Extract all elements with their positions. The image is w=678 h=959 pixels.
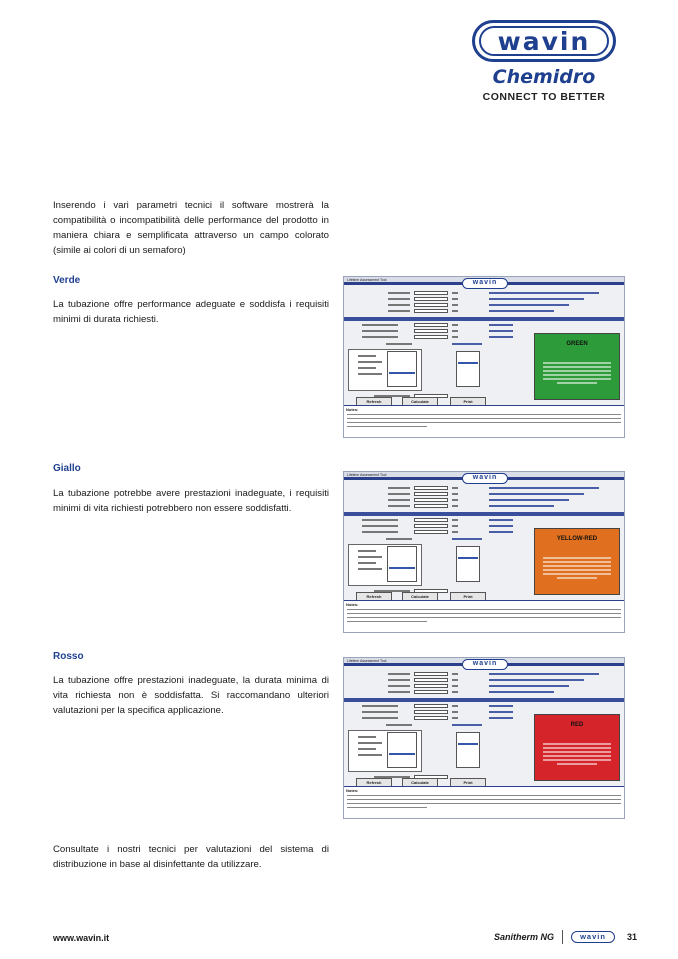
range-text	[489, 324, 513, 326]
activate-label	[386, 724, 412, 726]
condition-field[interactable]	[414, 704, 448, 708]
condition-field[interactable]	[414, 530, 448, 534]
notes-label: Notes:	[346, 788, 359, 793]
notes-line	[347, 422, 621, 423]
info-text-line	[489, 673, 599, 675]
range-text	[489, 531, 513, 533]
result-label: GREEN	[566, 341, 588, 347]
range-text	[489, 330, 513, 332]
wavin-logo	[472, 20, 616, 62]
notes-line	[347, 414, 621, 415]
unit-label	[452, 304, 458, 306]
notes-line	[347, 418, 621, 419]
input-label	[388, 505, 410, 507]
concentration-list[interactable]	[387, 546, 417, 582]
panel-button-0[interactable]: Refresh	[356, 592, 392, 601]
unit-label	[452, 531, 458, 533]
radio-option[interactable]	[358, 742, 382, 744]
condition-field[interactable]	[414, 323, 448, 327]
info-text-line	[489, 679, 584, 681]
list-selection	[389, 753, 415, 755]
panel-window-title: Lifetime Assessment Tool	[347, 473, 387, 477]
input-label	[388, 292, 410, 294]
condition-label	[362, 324, 398, 326]
range-text	[489, 705, 513, 707]
input-field[interactable]	[414, 684, 448, 688]
unit-label	[452, 691, 458, 693]
unit-label	[452, 525, 458, 527]
unit-label	[452, 673, 458, 675]
notes-line	[347, 795, 621, 796]
input-field[interactable]	[414, 498, 448, 502]
tagline: CONNECT TO BETTER	[482, 91, 606, 103]
result-indicator	[534, 333, 620, 400]
brand-logo	[470, 20, 618, 103]
info-text-line	[489, 691, 554, 693]
range-text	[489, 336, 513, 338]
unit-label	[452, 705, 458, 707]
input-label	[388, 298, 410, 300]
info-text-line	[489, 487, 599, 489]
radio-option[interactable]	[358, 754, 382, 756]
radio-option[interactable]	[358, 550, 376, 552]
result-indicator	[534, 528, 620, 595]
info-text-line	[489, 292, 599, 294]
result-text-lines	[543, 557, 611, 581]
footer-right	[494, 930, 637, 944]
footer-separator	[562, 930, 563, 944]
panel-button-1[interactable]: Calculate	[402, 778, 438, 787]
panel-section-bar	[344, 512, 624, 516]
range-text	[489, 525, 513, 527]
check-text	[452, 538, 482, 540]
input-label	[388, 310, 410, 312]
footer-website: www.wavin.it	[53, 933, 110, 943]
input-label	[388, 493, 410, 495]
intro-paragraph: Inserendo i vari parametri tecnici il software mostrerà la compatibilità o incompatibilità delle performance del prodotto in maniera chiara e semplificata attraverso un campo colorato (simile ai colori di un semaforo)	[53, 200, 329, 256]
radio-option[interactable]	[358, 562, 376, 564]
condition-field[interactable]	[414, 518, 448, 522]
input-label	[388, 499, 410, 501]
value-list[interactable]	[456, 351, 480, 387]
unit-label	[452, 324, 458, 326]
radio-option[interactable]	[358, 355, 376, 357]
notes-line	[347, 799, 621, 800]
unit-label	[452, 685, 458, 687]
check-text	[452, 343, 482, 345]
info-text-line	[489, 685, 569, 687]
condition-label	[362, 531, 398, 533]
input-field[interactable]	[414, 678, 448, 682]
input-field[interactable]	[414, 492, 448, 496]
input-label	[388, 304, 410, 306]
section-heading-verde: Verde	[53, 275, 81, 286]
info-text-line	[489, 505, 554, 507]
input-field[interactable]	[414, 297, 448, 301]
activate-label	[386, 343, 412, 345]
unit-label	[452, 336, 458, 338]
notes-line	[347, 426, 427, 427]
radio-option[interactable]	[358, 373, 382, 375]
result-text-lines	[543, 743, 611, 767]
input-label	[388, 679, 410, 681]
input-label	[388, 673, 410, 675]
software-screenshot-green	[343, 276, 625, 438]
closing-paragraph: Consultate i nostri tecnici per valutazioni del sistema di distribuzione in base al disinfettante da utilizzare.	[53, 844, 329, 870]
list-selection	[389, 372, 415, 374]
radio-option[interactable]	[358, 748, 376, 750]
unit-label	[452, 505, 458, 507]
condition-field[interactable]	[414, 710, 448, 714]
section-text-verde: La tubazione offre performance adeguate e soddisfa i requisiti minimi di durata richiesti.	[53, 299, 329, 325]
notes-line	[347, 803, 621, 804]
software-screenshot-red	[343, 657, 625, 819]
info-text-line	[489, 499, 569, 501]
info-text-line	[489, 310, 554, 312]
condition-label	[362, 525, 398, 527]
unit-label	[452, 330, 458, 332]
software-screenshot-yellow-red	[343, 471, 625, 633]
radio-option[interactable]	[358, 367, 376, 369]
unit-label	[452, 717, 458, 719]
condition-label	[362, 330, 398, 332]
wavin-logo-text: wavin	[479, 26, 609, 56]
radio-option[interactable]	[358, 568, 382, 570]
condition-label	[362, 717, 398, 719]
section-heading-rosso: Rosso	[53, 651, 84, 662]
result-indicator	[534, 714, 620, 781]
input-label	[388, 691, 410, 693]
panel-wavin-logo: wavin	[462, 659, 508, 670]
input-field[interactable]	[414, 309, 448, 313]
notes-line	[347, 621, 427, 622]
panel-button-2[interactable]: Print	[450, 592, 486, 601]
condition-label	[362, 705, 398, 707]
section-heading-giallo: Giallo	[53, 463, 81, 474]
notes-line	[347, 609, 621, 610]
radio-option[interactable]	[358, 736, 376, 738]
section-text-rosso: La tubazione offre prestazioni inadeguate, la durata minima di vita richiesta non è soddisfatta. Si raccomandano ulteriori valutazioni per la specifica applicazione.	[53, 675, 329, 716]
input-field[interactable]	[414, 486, 448, 490]
panel-window-title: Lifetime Assessment Tool	[347, 278, 387, 282]
input-field[interactable]	[414, 690, 448, 694]
notes-line	[347, 617, 621, 618]
notes-line	[347, 807, 427, 808]
panel-wavin-logo: wavin	[462, 473, 508, 484]
footer-product-name: Sanitherm NG	[494, 932, 555, 942]
panel-window-title: Lifetime Assessment Tool	[347, 659, 387, 663]
condition-field[interactable]	[414, 524, 448, 528]
list-selection	[458, 557, 478, 559]
check-text	[452, 724, 482, 726]
condition-field[interactable]	[414, 329, 448, 333]
panel-button-2[interactable]: Print	[450, 397, 486, 406]
unit-label	[452, 493, 458, 495]
value-list[interactable]	[456, 546, 480, 582]
result-label: RED	[570, 722, 584, 728]
notes-line	[347, 613, 621, 614]
condition-field[interactable]	[414, 335, 448, 339]
panel-button-1[interactable]: Calculate	[402, 592, 438, 601]
range-text	[489, 711, 513, 713]
input-field[interactable]	[414, 504, 448, 508]
condition-field[interactable]	[414, 716, 448, 720]
unit-label	[452, 519, 458, 521]
radio-option[interactable]	[358, 556, 382, 558]
info-text-line	[489, 298, 584, 300]
range-text	[489, 519, 513, 521]
panel-section-bar	[344, 698, 624, 702]
unit-label	[452, 499, 458, 501]
panel-section-bar	[344, 317, 624, 321]
radio-option[interactable]	[358, 361, 382, 363]
chemidro-logo-text: Chemidro	[492, 66, 596, 88]
unit-label	[452, 711, 458, 713]
panel-wavin-logo: wavin	[462, 278, 508, 289]
page-number: 31	[627, 932, 638, 942]
input-label	[388, 487, 410, 489]
info-text-line	[489, 493, 584, 495]
concentration-list[interactable]	[387, 351, 417, 387]
result-label: YELLOW-RED	[556, 536, 598, 542]
unit-label	[452, 310, 458, 312]
unit-label	[452, 298, 458, 300]
list-selection	[458, 362, 478, 364]
panel-button-1[interactable]: Calculate	[402, 397, 438, 406]
notes-label: Notes:	[346, 407, 359, 412]
input-field[interactable]	[414, 303, 448, 307]
section-text-giallo: La tubazione potrebbe avere prestazioni inadeguate, i requisiti minimi di vita richiesti potrebbero non essere soddisfatti.	[53, 488, 329, 514]
panel-button-0[interactable]: Refresh	[356, 397, 392, 406]
range-text	[489, 717, 513, 719]
footer-wavin-logo: wavin	[571, 931, 615, 943]
panel-button-2[interactable]: Print	[450, 778, 486, 787]
input-label	[388, 685, 410, 687]
condition-label	[362, 711, 398, 713]
list-selection	[389, 567, 415, 569]
activate-label	[386, 538, 412, 540]
value-list[interactable]	[456, 732, 480, 768]
list-selection	[458, 743, 478, 745]
condition-label	[362, 336, 398, 338]
input-field[interactable]	[414, 672, 448, 676]
unit-label	[452, 292, 458, 294]
unit-label	[452, 679, 458, 681]
notes-label: Notes:	[346, 602, 359, 607]
panel-button-0[interactable]: Refresh	[356, 778, 392, 787]
concentration-list[interactable]	[387, 732, 417, 768]
info-text-line	[489, 304, 569, 306]
result-text-lines	[543, 362, 611, 386]
input-field[interactable]	[414, 291, 448, 295]
unit-label	[452, 487, 458, 489]
condition-label	[362, 519, 398, 521]
